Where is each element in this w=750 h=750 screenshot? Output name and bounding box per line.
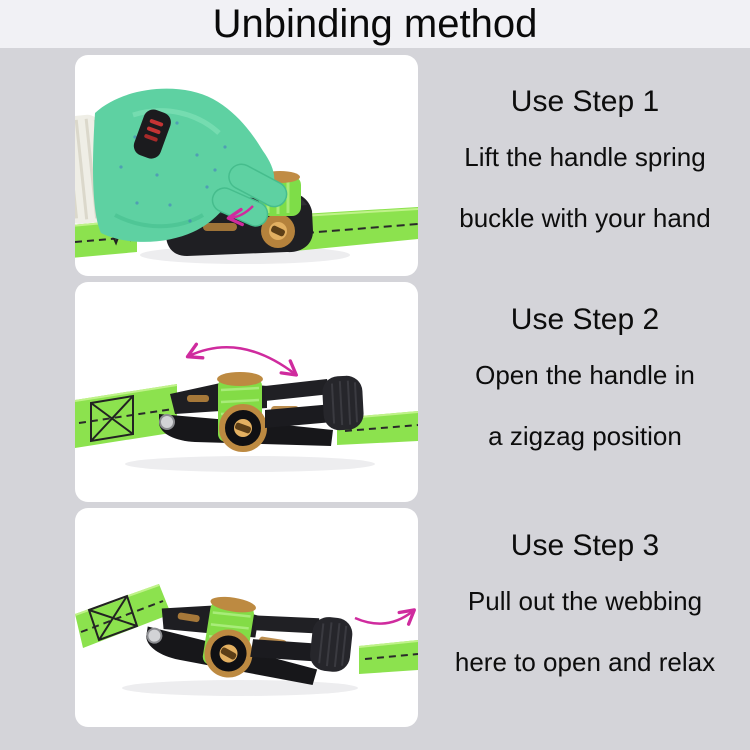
step3-line1: Pull out the webbing	[467, 586, 703, 616]
ratchet-buckle	[159, 372, 364, 449]
rivet	[160, 415, 174, 429]
step1-heading: Use Step 1	[510, 85, 660, 118]
rivet	[146, 628, 162, 644]
step1-illustration	[75, 55, 418, 276]
step3-photo-panel	[75, 508, 418, 727]
title-band	[0, 0, 750, 48]
step2-illustration	[75, 282, 418, 502]
step1-photo-panel	[75, 55, 418, 276]
step1-caption	[420, 84, 750, 264]
step3-heading: Use Step 3	[510, 529, 660, 562]
step1-line2: buckle with your hand	[459, 203, 711, 233]
work-glove	[75, 89, 291, 242]
page-title: Unbinding method	[212, 2, 538, 46]
step2-heading: Use Step 2	[510, 303, 660, 336]
step3-line2: here to open and relax	[454, 647, 716, 677]
step3-illustration	[75, 508, 418, 727]
webbing-strap-loose-end	[359, 640, 418, 674]
ratchet-buckle	[142, 585, 357, 693]
pull-right-arrow-icon	[355, 611, 413, 624]
ratchet-gear	[222, 407, 264, 449]
handle	[265, 375, 364, 431]
step2-caption	[420, 302, 750, 482]
step2-photo-panel	[75, 282, 418, 502]
step2-line2: a zigzag position	[488, 421, 682, 451]
step3-caption	[420, 528, 750, 708]
swing-both-ways-arrow-icon	[189, 347, 295, 374]
ratchet-gear	[204, 629, 252, 677]
step2-line1: Open the handle in	[475, 360, 695, 390]
shadow	[122, 680, 358, 696]
shadow	[125, 456, 375, 472]
step1-line1: Lift the handle spring	[464, 142, 706, 172]
